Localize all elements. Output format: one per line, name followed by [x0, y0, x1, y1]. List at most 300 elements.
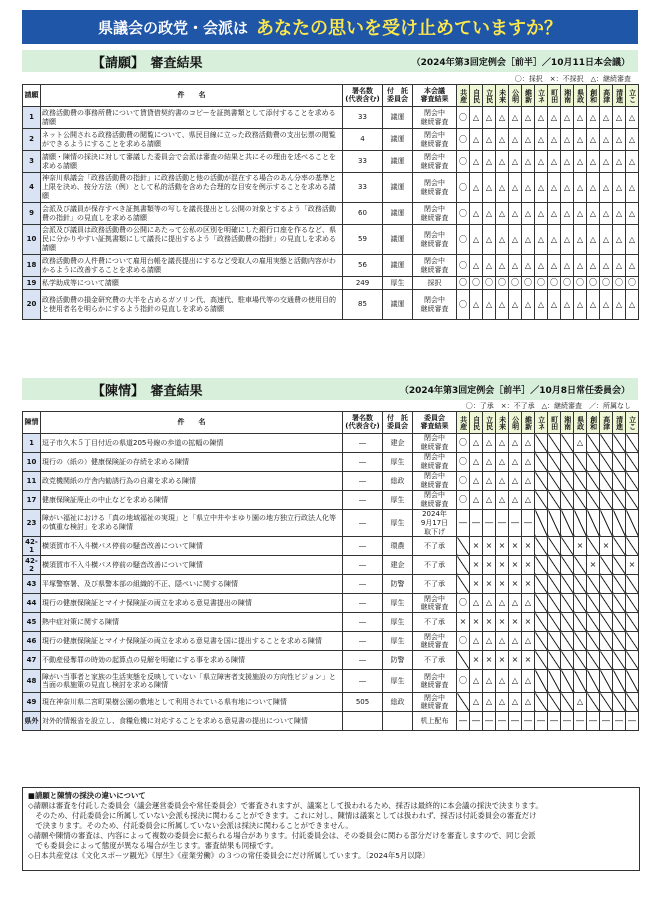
row-number: 9	[23, 203, 41, 225]
row-signers: ―	[343, 537, 383, 556]
vote-5: △	[522, 151, 535, 173]
vote-not-member-10	[587, 651, 600, 670]
table-row	[23, 173, 639, 203]
row-committee: 厚生	[383, 510, 413, 537]
vote-not-member-10	[587, 537, 600, 556]
vote-not-member-6	[535, 556, 548, 575]
vote-4: △	[509, 129, 522, 151]
vote-0: 〇	[457, 632, 470, 651]
vote-not-member-8	[561, 491, 574, 510]
vote-not-member-9	[574, 613, 587, 632]
row-committee: 厚生	[383, 453, 413, 472]
vote-1: △	[470, 693, 483, 712]
row-signers: ―	[343, 491, 383, 510]
vote-not-member-12	[613, 537, 626, 556]
vote-2: △	[483, 225, 496, 255]
vote-not-member-7	[548, 693, 561, 712]
vote-9: △	[574, 173, 587, 203]
row-signers: ―	[343, 556, 383, 575]
vote-2: ×	[483, 575, 496, 594]
row-signers: ―	[343, 613, 383, 632]
vote-not-member-9	[574, 575, 587, 594]
vote-5: △	[522, 453, 535, 472]
row-title: 対外的情報省を設立し、食糧危機に対応することを求める意見書の提出について陳情	[41, 712, 343, 731]
vote-10: △	[587, 107, 600, 129]
row-result: 閉会中 継続審査	[413, 632, 457, 651]
vote-1: △	[470, 107, 483, 129]
vote-not-member-10	[587, 670, 600, 693]
row-committee: 厚生	[383, 491, 413, 510]
vote-4: △	[509, 290, 522, 320]
vote-1: ×	[470, 651, 483, 670]
table-row	[23, 225, 639, 255]
vote-10: △	[587, 129, 600, 151]
vote-not-member-9	[574, 670, 587, 693]
row-result: 不了承	[413, 575, 457, 594]
vote-not-member-12	[613, 670, 626, 693]
row-signers: 249	[343, 277, 383, 290]
vote-1: 〇	[470, 277, 483, 290]
vote-not-member-8	[561, 453, 574, 472]
row-result: 閉会中 継続審査	[413, 255, 457, 277]
vote-9: △	[574, 225, 587, 255]
vote-1: △	[470, 491, 483, 510]
vote-not-member-7	[548, 434, 561, 453]
vote-1: ―	[470, 712, 483, 731]
vote-3: △	[496, 453, 509, 472]
vote-11: △	[600, 255, 613, 277]
party-header-2: 立民	[483, 412, 496, 434]
vote-10: △	[587, 173, 600, 203]
vote-13: △	[626, 173, 639, 203]
vote-0: 〇	[457, 277, 470, 290]
row-number: 46	[23, 632, 41, 651]
vote-not-member-7	[548, 594, 561, 613]
vote-not-member-9	[574, 651, 587, 670]
vote-10: 〇	[587, 277, 600, 290]
notes-box	[22, 787, 640, 871]
vote-4: △	[509, 693, 522, 712]
row-number: 17	[23, 491, 41, 510]
row-committee: 厚生	[383, 632, 413, 651]
vote-not-member-13	[626, 575, 639, 594]
vote-4: ―	[509, 712, 522, 731]
vote-7: 〇	[548, 277, 561, 290]
row-committee: 議運	[383, 107, 413, 129]
vote-3: △	[496, 670, 509, 693]
vote-11: ―	[600, 712, 613, 731]
vote-not-member-11	[600, 556, 613, 575]
row-result: 閉会中 継続審査	[413, 594, 457, 613]
vote-13: △	[626, 129, 639, 151]
row-committee: 建企	[383, 556, 413, 575]
col-signers: 署名数 (代表含む)	[343, 85, 383, 107]
vote-1: △	[470, 594, 483, 613]
vote-3: △	[496, 203, 509, 225]
vote-not-member-11	[600, 651, 613, 670]
vote-0: 〇	[457, 290, 470, 320]
table-row	[23, 537, 639, 556]
row-number: 20	[23, 290, 41, 320]
row-signers: ―	[343, 632, 383, 651]
vote-1: △	[470, 453, 483, 472]
vote-13: △	[626, 203, 639, 225]
row-committee	[383, 712, 413, 731]
vote-5: △	[522, 594, 535, 613]
vote-8: △	[561, 151, 574, 173]
vote-not-member-13	[626, 491, 639, 510]
party-header-7: 町田	[548, 85, 561, 107]
row-title: 神奈川県議会「政務活動費の指針」に政務活動と他の活動が混在する場合のあん分率の基準と上限を決め、按分方法（例）として私的活動を含めた合理的な目安を例示することを求める請願	[41, 173, 343, 203]
vote-0: 〇	[457, 203, 470, 225]
row-title: 障がい当事者と家族の生活実態を反映していない「県立障害者支援施設の方向性ビジョン」と当面の県施策の見直し検討を求める陳情	[41, 670, 343, 693]
vote-3: △	[496, 173, 509, 203]
table-row	[23, 472, 639, 491]
vote-7: △	[548, 225, 561, 255]
vote-not-member-10	[587, 613, 600, 632]
vote-4: ×	[509, 537, 522, 556]
vote-0: 〇	[457, 491, 470, 510]
vote-11: △	[600, 107, 613, 129]
vote-not-member-11	[600, 575, 613, 594]
note-line: で決まります。そのため、付託委員会に所属していない会派は採決に関わることができません。	[28, 820, 353, 830]
vote-8: △	[561, 290, 574, 320]
table-row	[23, 613, 639, 632]
vote-not-member-10	[587, 472, 600, 491]
table-row	[23, 151, 639, 173]
table-row	[23, 290, 639, 320]
vote-1: △	[470, 129, 483, 151]
vote-2: △	[483, 173, 496, 203]
row-number: 10	[23, 453, 41, 472]
vote-not-member-11	[600, 613, 613, 632]
vote-not-member-13	[626, 537, 639, 556]
vote-10: ×	[587, 556, 600, 575]
vote-not-member-9	[574, 510, 587, 537]
vote-not-member-10	[587, 594, 600, 613]
vote-9: ×	[574, 537, 587, 556]
row-number: 49	[23, 693, 41, 712]
party-header-2: 立民	[483, 85, 496, 107]
vote-not-member-8	[561, 537, 574, 556]
vote-not-member-8	[561, 510, 574, 537]
vote-9: △	[574, 129, 587, 151]
party-header-11: 高津	[600, 85, 613, 107]
vote-12: ―	[613, 712, 626, 731]
party-header-6: 立ネ	[535, 85, 548, 107]
row-signers: ―	[343, 575, 383, 594]
vote-12: △	[613, 290, 626, 320]
vote-not-member-0	[457, 537, 470, 556]
vote-not-member-12	[613, 594, 626, 613]
vote-8: △	[561, 107, 574, 129]
vote-not-member-6	[535, 537, 548, 556]
row-title: 横須賀市不入斗横パス停前の騒音改善について陳情	[41, 556, 343, 575]
vote-not-member-11	[600, 594, 613, 613]
party-header-13: 立こ	[626, 85, 639, 107]
vote-2: △	[483, 290, 496, 320]
party-header-0: 共産	[457, 85, 470, 107]
vote-6: △	[535, 290, 548, 320]
row-number: 3	[23, 151, 41, 173]
vote-1: △	[470, 472, 483, 491]
vote-1: △	[470, 151, 483, 173]
row-number: 44	[23, 594, 41, 613]
vote-1: △	[470, 255, 483, 277]
vote-not-member-7	[548, 670, 561, 693]
note-line: ◇日本共産党は《文化スポーツ観光》《厚生》《産業労働》の３つの常任委員会にだけ所属しています。〔2024年5月以降〕	[28, 850, 430, 860]
row-number: 23	[23, 510, 41, 537]
vote-2: ×	[483, 613, 496, 632]
row-number: 45	[23, 613, 41, 632]
vote-not-member-11	[600, 510, 613, 537]
vote-2: △	[483, 129, 496, 151]
vote-3: △	[496, 594, 509, 613]
vote-not-member-13	[626, 670, 639, 693]
vote-not-member-10	[587, 510, 600, 537]
vote-not-member-12	[613, 575, 626, 594]
vote-not-member-13	[626, 510, 639, 537]
vote-not-member-7	[548, 632, 561, 651]
vote-3: △	[496, 129, 509, 151]
vote-0: 〇	[457, 107, 470, 129]
row-result: 閉会中 継続審査	[413, 453, 457, 472]
vote-8: △	[561, 129, 574, 151]
vote-not-member-8	[561, 575, 574, 594]
vote-4: 〇	[509, 277, 522, 290]
vote-8: △	[561, 203, 574, 225]
vote-5: ×	[522, 575, 535, 594]
row-title: 政党機関紙の庁舎内勧誘行為の自粛を求める陳情	[41, 472, 343, 491]
vote-3: ―	[496, 712, 509, 731]
vote-9: △	[574, 255, 587, 277]
row-result: 不了承	[413, 651, 457, 670]
row-result: 閉会中 継続審査	[413, 151, 457, 173]
vote-3: △	[496, 632, 509, 651]
vote-7: ―	[548, 712, 561, 731]
vote-1: △	[470, 225, 483, 255]
vote-not-member-0	[457, 575, 470, 594]
vote-0: ×	[457, 613, 470, 632]
row-title: ネット公開される政務活動費の閲覧について、県民目線に立った政務活動費の支出伝票の閲覧ができるようにすることを求める請願	[41, 129, 343, 151]
vote-not-member-13	[626, 472, 639, 491]
table-row	[23, 632, 639, 651]
vote-1: ×	[470, 575, 483, 594]
vote-5: △	[522, 107, 535, 129]
vote-13: △	[626, 107, 639, 129]
row-signers: ―	[343, 594, 383, 613]
vote-not-member-0	[457, 651, 470, 670]
vote-not-member-10	[587, 434, 600, 453]
vote-5: △	[522, 693, 535, 712]
notes-lines	[28, 801, 634, 861]
vote-not-member-11	[600, 453, 613, 472]
row-result: 閉会中 継続審査	[413, 693, 457, 712]
vote-5: ―	[522, 712, 535, 731]
vote-10: △	[587, 255, 600, 277]
vote-8: ―	[561, 712, 574, 731]
row-title: 政務活動費の損金研究費の大半を占めるガソリン代、高速代、駐車場代等の交通費の使用目的と使用者名を明らかにするよう指針の見直しを求める請願	[41, 290, 343, 320]
row-signers: ―	[343, 434, 383, 453]
petitions-legend: 〇：採択 ×：不採択 △：継続審査	[514, 75, 631, 83]
vote-not-member-9	[574, 453, 587, 472]
vote-not-member-8	[561, 670, 574, 693]
party-header-7: 町田	[548, 412, 561, 434]
party-header-8: 湘南	[561, 85, 574, 107]
row-committee: 建企	[383, 434, 413, 453]
vote-13: △	[626, 151, 639, 173]
vote-not-member-8	[561, 556, 574, 575]
vote-not-member-8	[561, 632, 574, 651]
row-result: 不了承	[413, 556, 457, 575]
vote-not-member-13	[626, 613, 639, 632]
row-signers: 505	[343, 693, 383, 712]
vote-0: ―	[457, 712, 470, 731]
vote-2: △	[483, 203, 496, 225]
party-header-10: 創和	[587, 412, 600, 434]
vote-11: △	[600, 225, 613, 255]
vote-0: 〇	[457, 173, 470, 203]
col-result: 本会議 審査結果	[413, 85, 457, 107]
vote-10: ―	[587, 712, 600, 731]
vote-4: △	[509, 203, 522, 225]
vote-not-member-6	[535, 632, 548, 651]
note-line: でも委員会によって態度が異なる場合が生じます。審査結果も同様です。	[28, 840, 279, 850]
appeals-session: （2024年第3回定例会［前半］／10月8日常任委員会）	[399, 385, 630, 396]
vote-12: △	[613, 173, 626, 203]
vote-2: △	[483, 693, 496, 712]
vote-not-member-0	[457, 556, 470, 575]
row-title: 政務活動費の人件費について雇用台帳を議長提出にするなど受取人の雇用実態と活動内容がわかるように改善することを求める請願	[41, 255, 343, 277]
vote-5: △	[522, 173, 535, 203]
vote-11: △	[600, 203, 613, 225]
vote-4: △	[509, 107, 522, 129]
row-committee: 厚生	[383, 594, 413, 613]
table-row	[23, 255, 639, 277]
vote-0: 〇	[457, 472, 470, 491]
appeals-heading: 【陳情】 審査結果	[92, 383, 203, 399]
vote-1: ×	[470, 556, 483, 575]
vote-3: △	[496, 693, 509, 712]
vote-6: 〇	[535, 277, 548, 290]
party-header-3: 未来	[496, 85, 509, 107]
vote-3: △	[496, 255, 509, 277]
vote-12: △	[613, 225, 626, 255]
vote-2: △	[483, 453, 496, 472]
row-committee: 議運	[383, 173, 413, 203]
vote-0: 〇	[457, 255, 470, 277]
vote-not-member-6	[535, 693, 548, 712]
party-header-0: 共産	[457, 412, 470, 434]
row-committee: 議運	[383, 203, 413, 225]
vote-6: △	[535, 129, 548, 151]
vote-5: ×	[522, 651, 535, 670]
petitions-heading: 【請願】 審査結果	[92, 55, 203, 71]
vote-5: △	[522, 225, 535, 255]
vote-not-member-7	[548, 575, 561, 594]
party-header-1: 自民	[470, 412, 483, 434]
vote-12: △	[613, 203, 626, 225]
row-signers: 59	[343, 225, 383, 255]
vote-not-member-13	[626, 594, 639, 613]
vote-12: △	[613, 129, 626, 151]
row-committee: 防警	[383, 575, 413, 594]
vote-5: △	[522, 434, 535, 453]
vote-7: △	[548, 255, 561, 277]
vote-not-member-9	[574, 472, 587, 491]
row-title: 請願・陳情の採決に対して審議した委員会で会派は審査の結果と共にその理由を述べることを求める請願	[41, 151, 343, 173]
vote-4: △	[509, 670, 522, 693]
vote-not-member-12	[613, 472, 626, 491]
vote-2: △	[483, 670, 496, 693]
row-number: 1	[23, 107, 41, 129]
vote-not-member-12	[613, 556, 626, 575]
vote-2: ×	[483, 556, 496, 575]
col-title: 件 名	[41, 85, 343, 107]
vote-not-member-8	[561, 693, 574, 712]
row-title: 現在神奈川県二宮町果樹公園の敷地として利用されている県有地について陳情	[41, 693, 343, 712]
vote-not-member-13	[626, 632, 639, 651]
vote-not-member-11	[600, 472, 613, 491]
vote-1: △	[470, 290, 483, 320]
vote-6: ―	[535, 712, 548, 731]
vote-4: △	[509, 173, 522, 203]
row-result: 閉会中 継続審査	[413, 203, 457, 225]
vote-not-member-8	[561, 472, 574, 491]
row-signers	[343, 712, 383, 731]
table-row	[23, 712, 639, 731]
vote-not-member-13	[626, 693, 639, 712]
vote-not-member-11	[600, 693, 613, 712]
row-signers: 33	[343, 151, 383, 173]
vote-5: △	[522, 491, 535, 510]
vote-3: △	[496, 491, 509, 510]
row-title: 会派及び議員は政務活動費の公開にあたって公私の区別を明確にした銀行口座を作るなど、県民に分かりやすい証拠書類にして議長に提出するよう「政務活動費の指針」の見直しを求める請願	[41, 225, 343, 255]
vote-7: △	[548, 107, 561, 129]
vote-2: ×	[483, 651, 496, 670]
row-title: 現行の健康保険証とマイナ保険証の両立を求める意見書提出の陳情	[41, 594, 343, 613]
vote-1: △	[470, 670, 483, 693]
vote-3: △	[496, 151, 509, 173]
vote-not-member-9	[574, 594, 587, 613]
vote-not-member-7	[548, 556, 561, 575]
vote-12: △	[613, 151, 626, 173]
vote-not-member-13	[626, 434, 639, 453]
vote-not-member-13	[626, 453, 639, 472]
col-committee: 付 託 委員会	[383, 412, 413, 434]
vote-13: 〇	[626, 277, 639, 290]
row-title: 障がい福祉における「真の地域福祉の実現」と「県立中井やまゆり園の地方独立行政法人化等の慎重な検討」を求める陳情	[41, 510, 343, 537]
row-result: 不了承	[413, 613, 457, 632]
vote-not-member-12	[613, 632, 626, 651]
row-committee: 議運	[383, 151, 413, 173]
vote-3: △	[496, 107, 509, 129]
vote-5: ×	[522, 556, 535, 575]
vote-not-member-9	[574, 491, 587, 510]
col-committee: 付 託 委員会	[383, 85, 413, 107]
row-number: 10	[23, 225, 41, 255]
row-committee: 総政	[383, 472, 413, 491]
vote-3: △	[496, 290, 509, 320]
vote-13: ×	[626, 556, 639, 575]
vote-4: ×	[509, 651, 522, 670]
vote-4: △	[509, 225, 522, 255]
vote-7: △	[548, 129, 561, 151]
row-committee: 議運	[383, 255, 413, 277]
vote-6: △	[535, 225, 548, 255]
vote-2: △	[483, 491, 496, 510]
row-number: 4	[23, 173, 41, 203]
